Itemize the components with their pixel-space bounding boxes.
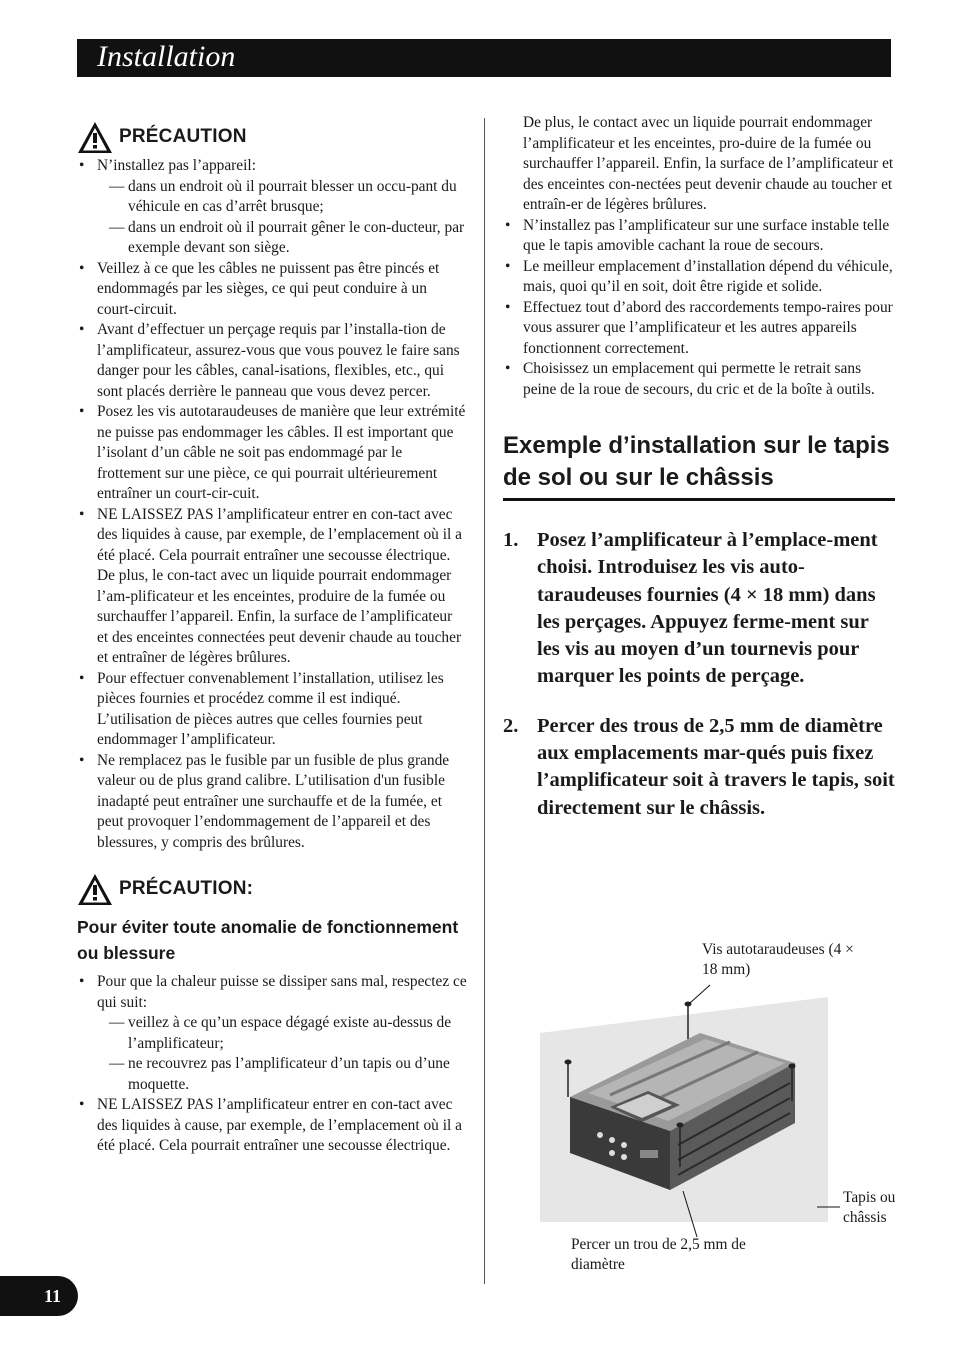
list-item: • Le meilleur emplacement d’installation dépend du véhicule, mais, quoi qu’il en soit, doit être rigide et solide.	[503, 257, 895, 298]
list-item: • N’installez pas l’amplificateur sur une surface instable telle que le tapis amovible cachant la roue de secours.	[503, 216, 895, 257]
caution-title: PRÉCAUTION	[119, 126, 247, 148]
sub-list	[97, 1013, 467, 1095]
list-item: • NE LAISSEZ PAS l’amplificateur entrer en con-tact avec des liquides à cause, par exemple, de l’emplacement où il a été placé. Cela pourrait entraîner une secousse électrique. De plus, le con-tact avec un liquide pourrait endommager l’am-plificateur et les enceintes, produire de la fumée ou surchauffer l’appareil. Enfin, la surface de l’amplificateur et des enceintes connectées peut devenir chaude au toucher et entraîner de légères brûlures.	[77, 505, 467, 669]
step-text: Percer des trous de 2,5 mm de diamètre aux emplacements mar-qués puis fixez l’amplificateur soit à travers le tapis, soit directement sur le châssis.	[537, 714, 895, 819]
screw-label: Vis autotaraudeuses (4 × 18 mm)	[702, 941, 854, 978]
step-text: Posez l’amplificateur à l’emplace-ment choisi. Introduisez les vis auto-taraudeuses fournies (4 × 18 mm) dans les perçages. Appuyez ferme-ment sur les vis au moyen d’un tournevis pour marquer les points de perçage.	[537, 529, 878, 688]
list-item	[77, 156, 467, 259]
sub-list-text: ne recouvrez pas l’amplificateur d’un tapis ou d’une moquette.	[128, 1055, 450, 1093]
step-number: 1.	[503, 529, 519, 551]
installation-figure	[540, 935, 910, 1285]
warning-triangle-icon	[77, 873, 113, 906]
warning-triangle-icon	[77, 121, 113, 154]
right-column	[503, 113, 895, 844]
mat-label: Tapis ou châssis	[843, 1189, 896, 1226]
page-title: Installation	[97, 40, 236, 73]
sub-list-text: dans un endroit où il pourrait blesser un occu-pant du véhicule en cas d’arrêt brusque;	[128, 177, 457, 215]
caution-list	[77, 156, 467, 853]
step-number: 2.	[503, 714, 519, 737]
caution-subheading: Pour éviter toute anomalie de fonctionnement ou blessure	[77, 917, 459, 963]
list-item: • Effectuez tout d’abord des raccordements tempo-raires pour vous assurer que l’amplificateur et les autres appareils fonctionnent correctement.	[503, 298, 895, 360]
left-column	[77, 113, 467, 1157]
column-divider	[484, 118, 485, 1284]
list-item: • Pour effectuer convenablement l’installation, utilisez les pièces fournies et procédez comme il est indiqué. L’utilisation de pièces autres que celles fournies peut endommager l’amplificateur.	[77, 669, 467, 751]
caution-title: PRÉCAUTION:	[119, 878, 254, 900]
step-item	[503, 527, 895, 691]
sub-list-text: veillez à ce qu’un espace dégagé existe au-dessus de l’amplificateur;	[128, 1014, 452, 1052]
sub-list-item: — veillez à ce qu’un espace dégagé existe au-dessus de l’amplificateur;	[109, 1014, 452, 1052]
list-item	[77, 972, 467, 1095]
sub-list-item: — dans un endroit où il pourrait blesser un occu-pant du véhicule en cas d’arrêt brusque;	[109, 177, 457, 215]
sub-list-item: — dans un endroit où il pourrait gêner le con-ducteur, par exemple devant son siège.	[109, 218, 465, 256]
step-list	[503, 527, 895, 822]
page-number-tab	[0, 1276, 78, 1316]
list-item: • Posez les vis autotaraudeuses de manière que leur extrémité ne puisse pas endommager les câbles. Il est important que l’isolant d’un câble ne soit pas endommagé par le frottement sur une pièce, ce qui pourrait ultérieurement entraîner un court-cir-cuit.	[77, 402, 467, 505]
continued-paragraph: De plus, le contact avec un liquide pourrait endommager l’amplificateur et les enceintes, pro-duire de la fumée ou surchauffer l’appareil. Enfin, la surface de l’amplificateur et des enceintes con-nectées peut devenir chaude au toucher et entraîn-er de légères brûlures.	[523, 114, 894, 213]
page-number: 11	[44, 1286, 62, 1306]
caution-heading	[77, 121, 467, 154]
amplifier-illustration	[540, 935, 910, 1285]
header-bar	[77, 39, 891, 77]
hole-label: Percer un trou de 2,5 mm de diamètre	[571, 1236, 746, 1273]
list-item-text: N’installez pas l’appareil:	[97, 157, 256, 174]
sub-list-text: dans un endroit où il pourrait gêner le con-ducteur, par exemple devant son siège.	[128, 218, 465, 256]
list-item: • Ne remplacez pas le fusible par un fusible de plus grande valeur ou de plus grand calibre. L’utilisation d'un fusible inadapté peut entraîner une surchauffe et de la fumée, et peut provoquer l’endommagement de l’appareil et des blessures, y compris des brûlures.	[77, 751, 467, 854]
list-item-text: Pour que la chaleur puisse se dissiper sans mal, respectez ce qui suit:	[97, 973, 467, 1011]
caution-heading	[77, 873, 467, 906]
list-item: • Veillez à ce que les câbles ne puissent pas être pincés et endommagés par les sièges, ce qui peut conduire à un court-circuit.	[77, 259, 467, 321]
list-item: • NE LAISSEZ PAS l’amplificateur entrer en con-tact avec des liquides à cause, par exemple, de l’emplacement où il a été placé. Cela pourrait entraîner une secousse électrique.	[77, 1095, 467, 1157]
sub-list	[97, 177, 467, 259]
sub-list-item: — ne recouvrez pas l’amplificateur d’un tapis ou d’une moquette.	[109, 1055, 450, 1093]
bullet-list	[503, 216, 895, 401]
caution-list	[77, 972, 467, 1157]
step-item	[503, 713, 895, 822]
list-item: • Avant d’effectuer un perçage requis par l’installa-tion de l’amplificateur, assurez-vous que vous pouvez le faire sans danger pour les câbles, canal-isations, flexibles, etc., qui sont placés derrière le panneau que vous devez percer.	[77, 320, 467, 402]
list-item: • Choisissez un emplacement qui permette le retrait sans peine de la roue de secours, du cric et de la boîte à outils.	[503, 359, 895, 400]
section-title: Exemple d’installation sur le tapis de sol ou sur le châssis	[503, 430, 895, 501]
